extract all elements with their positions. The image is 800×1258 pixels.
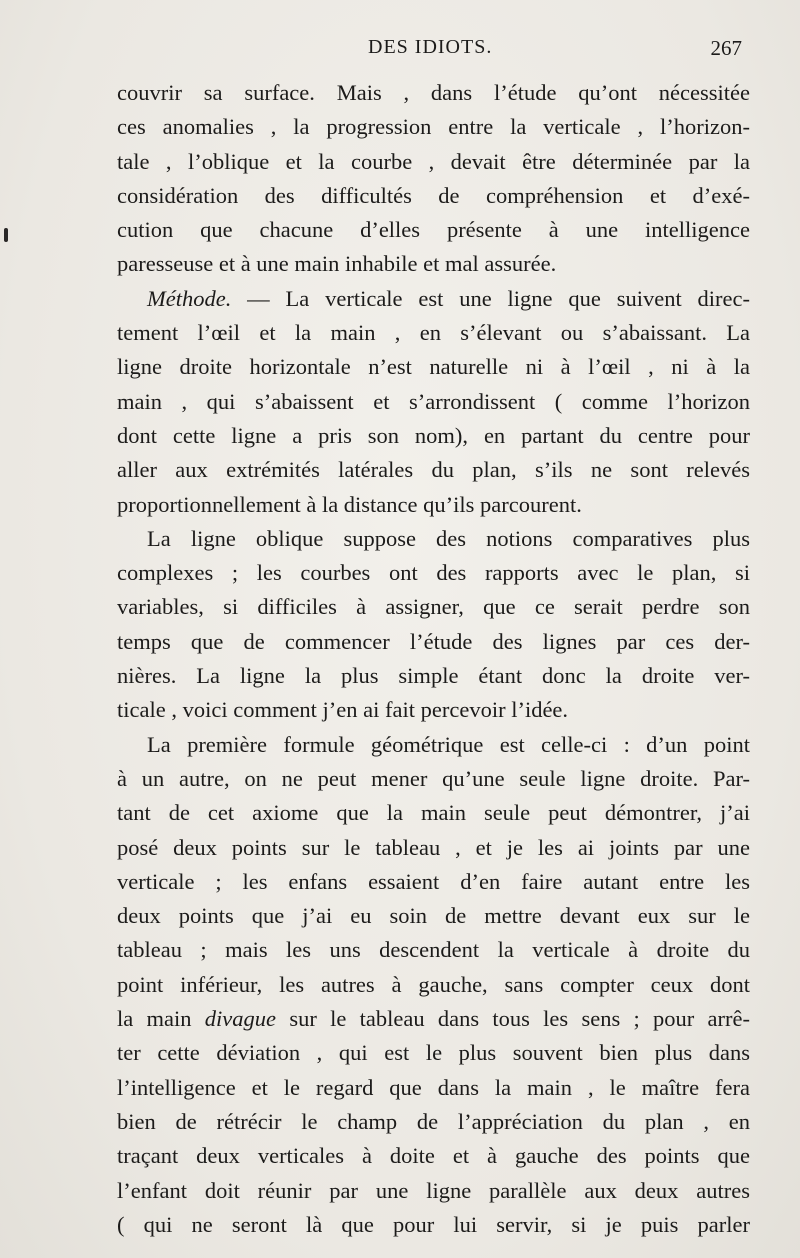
running-title: DES IDIOTS.: [368, 36, 493, 58]
text-line: tant de cet axiome que la main seule peut démontrer, j’ai: [117, 800, 750, 826]
text-line: variables, si difficiles à assigner, que ce serait perdre son: [117, 594, 750, 620]
body-text: [117, 76, 750, 1242]
text-line: traçant deux verticales à doite et à gauche des points que: [117, 1143, 750, 1169]
text-line: complexes ; les courbes ont des rapports avec le plan, si: [117, 560, 750, 586]
italic-word: divague: [204, 1006, 277, 1032]
text-line: à un autre, on ne peut mener qu’une seule ligne droite. Par-: [117, 765, 750, 791]
paragraph-1: [117, 76, 750, 282]
text-line: proportionnellement à la distance qu’ils parcourent.: [117, 491, 582, 517]
paragraph-2: [117, 282, 750, 522]
text-line: deux points que j’ai eu soin de mettre devant eux sur le: [117, 903, 750, 929]
paragraph-4: [117, 728, 750, 1242]
text-run: — La verticale est une ligne que suivent direc-: [231, 285, 750, 311]
text-line: bien de rétrécir le champ de l’appréciation du plan , en: [117, 1108, 750, 1134]
text-run: sur le tableau dans tous les sens ; pour arrê-: [276, 1006, 750, 1032]
text-line: ligne droite horizontale n’est naturelle ni à l’œil , ni à la: [117, 354, 750, 380]
text-line: ter cette déviation , qui est le plus souvent bien plus dans: [117, 1040, 750, 1066]
text-line: [117, 1002, 750, 1036]
text-line: aller aux extrémités latérales du plan, s’ils ne sont relevés: [117, 457, 750, 483]
text-line: considération des difficultés de compréhension et d’exé-: [117, 182, 750, 208]
text-line: La ligne oblique suppose des notions comparatives plus: [147, 525, 750, 551]
section-lead: Méthode.: [147, 285, 232, 311]
text-line: couvrir sa surface. Mais , dans l’étude qu’ont nécessitée: [117, 80, 750, 105]
text-line: paresseuse et à une main inhabile et mal assurée.: [117, 251, 557, 277]
text-line: tale , l’oblique et la courbe , devait être déterminée par la: [117, 148, 750, 174]
binding-mark: [4, 228, 8, 242]
text-line: l’intelligence et le regard que dans la main , le maître fera: [117, 1074, 750, 1100]
text-line: dont cette ligne a pris son nom), en partant du centre pour: [117, 422, 750, 448]
text-line: cution que chacune d’elles présente à une intelligence: [117, 217, 750, 243]
text-line: nières. La ligne la plus simple étant donc la droite ver-: [117, 663, 750, 689]
text-line: main , qui s’abaissent et s’arrondissent ( comme l’horizon: [117, 388, 750, 414]
running-head: [0, 36, 800, 62]
paragraph-3: [117, 522, 750, 728]
text-line: ces anomalies , la progression entre la verticale , l’horizon-: [117, 114, 750, 140]
text-line: l’enfant doit réunir par une ligne parallèle aux deux autres: [117, 1177, 750, 1203]
text-line: verticale ; les enfans essaient d’en faire autant entre les: [117, 868, 750, 894]
text-line: temps que de commencer l’étude des lignes par ces der-: [117, 628, 750, 654]
page-number: 267: [710, 36, 742, 60]
text-line: ( qui ne seront là que pour lui servir, si je puis parler: [117, 1211, 750, 1237]
text-line: ticale , voici comment j’en ai fait percevoir l’idée.: [117, 697, 569, 723]
text-run: la main: [117, 1006, 205, 1032]
text-line: tableau ; mais les uns descendent la verticale à droite du: [117, 937, 750, 963]
text-line: point inférieur, les autres à gauche, sans compter ceux dont: [117, 971, 750, 997]
text-line: [117, 282, 750, 316]
text-line: La première formule géométrique est celle-ci : d’un point: [147, 731, 750, 757]
text-line: posé deux points sur le tableau , et je les ai joints par une: [117, 834, 750, 860]
text-line: tement l’œil et la main , en s’élevant ou s’abaissant. La: [117, 320, 750, 346]
